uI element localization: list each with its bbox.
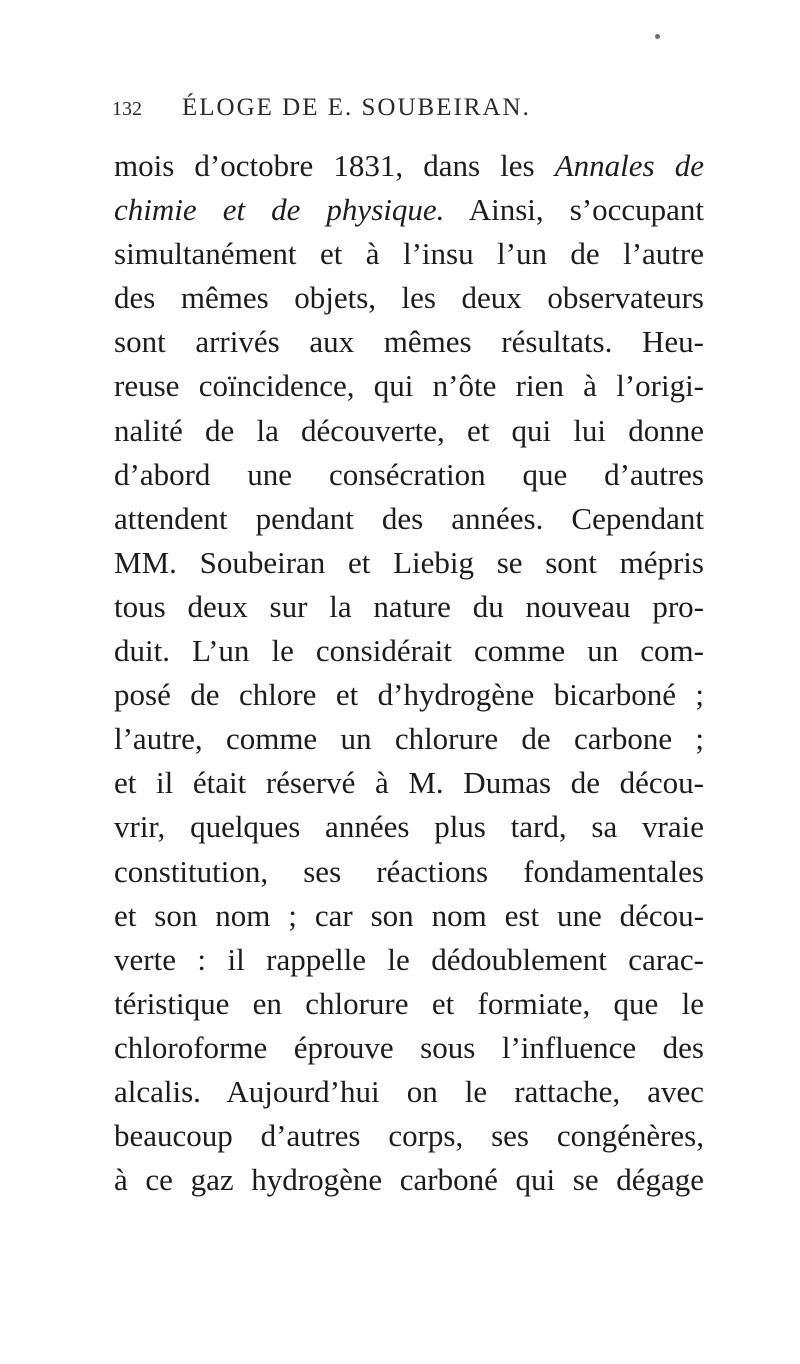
text-line: attendent pendant des années. Cependant bbox=[114, 500, 704, 536]
italic-fragment: chimie et de physique. bbox=[114, 192, 445, 228]
running-head bbox=[112, 94, 712, 128]
text-line: vrir, quelques années plus tard, sa vraie bbox=[114, 809, 704, 845]
text-line: simultanément et à l’insu l’un de l’autre bbox=[114, 236, 704, 272]
italic-fragment: Annales de bbox=[554, 148, 704, 183]
text-line: tous deux sur la nature du nouveau pro- bbox=[114, 588, 704, 624]
text-fragment: Ainsi, s’occupant bbox=[444, 192, 704, 228]
text-line: chloroforme éprouve sous l’influence des bbox=[114, 1029, 704, 1065]
text-line: duit. L’un le considérait comme un com- bbox=[114, 633, 704, 669]
text-line: MM. Soubeiran et Liebig se sont mépris bbox=[114, 544, 704, 580]
text-line: beaucoup d’autres corps, ses congénères, bbox=[114, 1118, 704, 1154]
text-line: et son nom ; car son nom est une décou- bbox=[114, 897, 704, 933]
text-line: des mêmes objets, les deux observateurs bbox=[114, 280, 704, 316]
text-line: l’autre, comme un chlorure de carbone ; bbox=[114, 721, 704, 757]
text-line: d’abord une consécration que d’autres bbox=[114, 456, 704, 492]
text-line: sont arrivés aux mêmes résultats. Heu- bbox=[114, 324, 704, 360]
text-line: constitution, ses réactions fondamentales bbox=[114, 853, 704, 889]
text-line: reuse coïncidence, qui n’ôte rien à l’origi- bbox=[114, 368, 704, 404]
text-fragment: mois d’octobre 1831, dans les bbox=[114, 148, 535, 183]
text-line: et il était réservé à M. Dumas de décou- bbox=[114, 765, 704, 801]
text-line: alcalis. Aujourd’hui on le rattache, avec bbox=[114, 1073, 704, 1109]
running-title: ÉLOGE DE E. SOUBEIRAN. bbox=[182, 94, 531, 121]
text-line bbox=[114, 188, 704, 232]
text-line bbox=[114, 144, 704, 188]
ink-speck bbox=[655, 34, 660, 39]
text-line: verte : il rappelle le dédoublement carac- bbox=[114, 941, 704, 977]
body-text bbox=[114, 144, 704, 1202]
text-line: téristique en chlorure et formiate, que le bbox=[114, 985, 704, 1021]
page-number: 132 bbox=[112, 98, 142, 120]
text-line: nalité de la découverte, et qui lui donne bbox=[114, 412, 704, 448]
text-line: posé de chlore et d’hydrogène bicarboné ; bbox=[114, 677, 704, 713]
text-line: à ce gaz hydrogène carboné qui se dégage bbox=[114, 1162, 704, 1198]
